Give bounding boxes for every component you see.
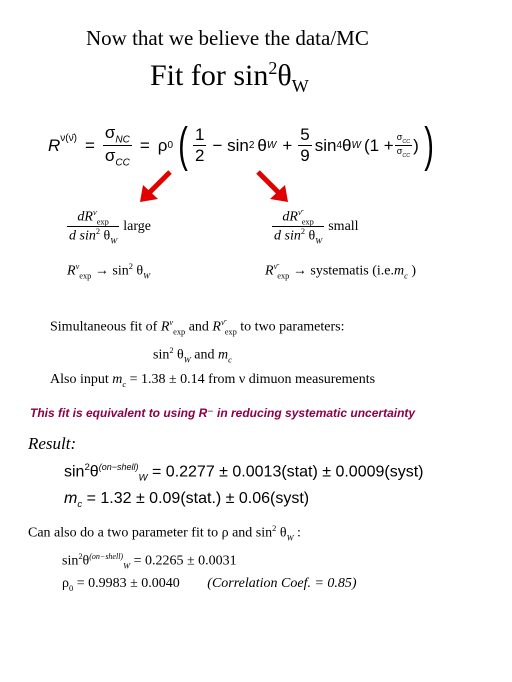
left-arrow-line: $R^\nu_{exp} \to \sin^2 \theta_W$	[67, 262, 151, 281]
formula-eq1: =	[84, 135, 95, 155]
right-arrow-line: $R^{\nū}_{exp}$ → systematis ($i.e.m_c$ )	[265, 262, 416, 281]
formula-one-plus: (1 +	[363, 135, 394, 155]
formula-rho-sub: 0	[167, 140, 174, 151]
formula-R-sup: ν(ν̄)	[60, 133, 77, 144]
formula-sigma-small-ratio: $\frac{\sigma_{CC}}{\sigma_{CC}}$	[396, 132, 411, 159]
formula-minus-sin: − sin	[212, 135, 249, 155]
formula-theta2-sub: W	[351, 140, 361, 151]
formula-close: )	[413, 135, 419, 155]
also-line: Can also do a two parameter fit to ρ and $\sin^2 \theta_W$ :	[28, 524, 301, 543]
formula-theta-sub: W	[266, 140, 277, 151]
right-desc: small	[328, 218, 359, 234]
big-paren-close: )	[423, 119, 434, 172]
sigma-cc: σ	[104, 146, 116, 165]
sigma-cc-sub: CC	[115, 157, 130, 169]
title-sub: W	[291, 76, 309, 96]
formula-sin4: sin	[314, 135, 337, 155]
right-arrow-icon	[258, 172, 288, 202]
note-text: This fit is equivalent to using R⁻ in reducing systematic uncertainty	[30, 406, 416, 420]
result-label: Result:	[28, 434, 77, 453]
right-derivative	[272, 208, 359, 246]
sigma-nc-sub: NC	[115, 134, 130, 145]
left-derivative	[67, 208, 151, 246]
left-desc: large	[123, 218, 151, 234]
correlation-coef: (Correlation Coef. = 0.85)	[207, 576, 357, 591]
also-sin-line: $\sin^2\theta^{(on-shell)}_W = 0.2265 \pm 0.0031$	[62, 552, 237, 571]
simultaneous-line1: Simultaneous fit of $R^\nu_{exp}$ and $R^{\nū}_{exp}$ to two parameters:	[50, 318, 345, 337]
formula-theta: θ	[257, 135, 267, 155]
formula-half: $\frac{1}{2}$	[195, 125, 205, 165]
formula-sin-sup: 2	[248, 140, 255, 151]
result-line1: $\sin^2\theta^{(on-shell)}_W = 0.2277$ ± 0.0013(stat) ± 0.0009(syst)	[64, 462, 424, 484]
formula-plus: +	[282, 135, 293, 155]
formula-five-ninths: $\frac{5}{9}$	[300, 125, 310, 165]
sigma-nc: σ	[104, 122, 116, 142]
simultaneous-line3: Also input $m_c = 1.38 \pm 0.14$ from ν dimuon measurements	[50, 372, 376, 389]
title-prefix: Fit for sin	[150, 59, 269, 92]
formula-R: R	[48, 135, 61, 155]
title-theta: θ	[277, 59, 292, 92]
simultaneous-line2: $\sin^2 \theta_W$ and $m_c$	[153, 346, 232, 365]
formula-rho: ρ	[157, 135, 168, 155]
formula-sin4-sup: 4	[336, 140, 343, 151]
formula-eq2: =	[139, 135, 150, 155]
also-rho-line: $\rho_0 = 0.9983 \pm 0.0040$ (Correlation Coef. = 0.85)	[62, 576, 357, 593]
formula-theta2: θ	[342, 135, 352, 155]
title-sup: 2	[268, 58, 278, 78]
left-arrow-icon	[140, 172, 170, 202]
right-fraction: $\frac{dR^{\nū}_{exp}}{d \sin^2 \theta_W}$	[274, 208, 323, 246]
result-line2: $m_c = 1.32$ ± 0.09(stat.) ± 0.06(syst)	[64, 490, 310, 511]
big-paren-open: (	[178, 119, 188, 172]
slide-subtitle: Now that we believe the data/MC	[86, 26, 369, 50]
left-fraction: $\frac{dR^\nu_{exp}}{d \sin^2 \theta_W}$	[69, 208, 118, 246]
